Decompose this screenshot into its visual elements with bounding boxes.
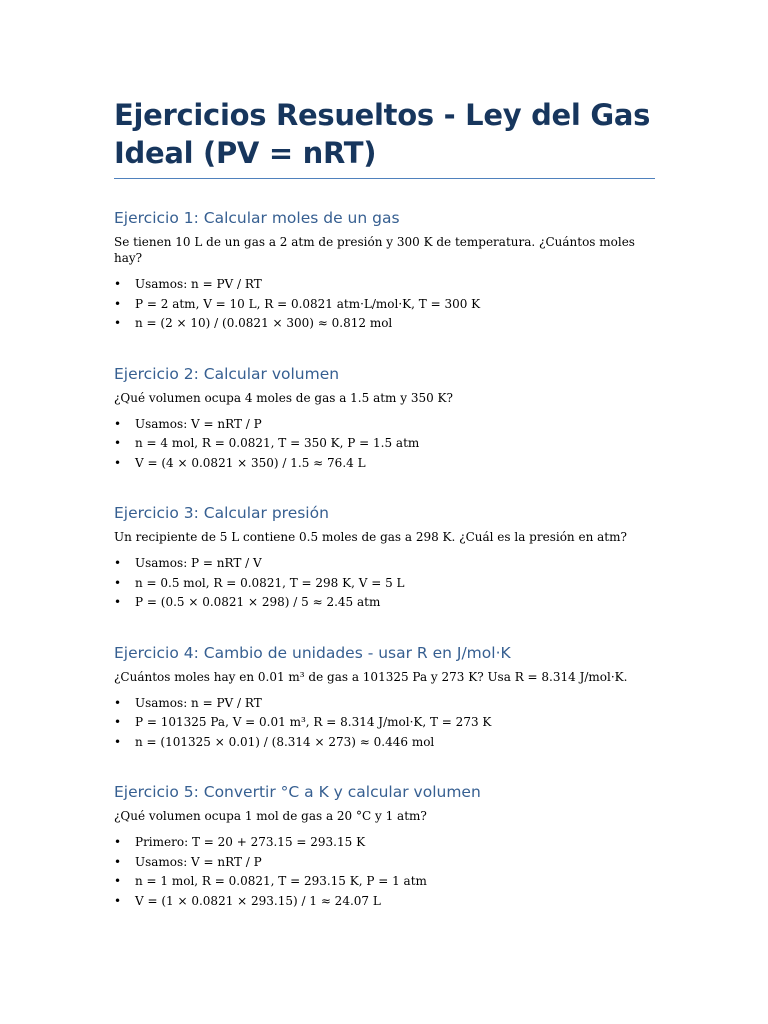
bullet-icon: • xyxy=(114,277,122,291)
bullet-icon: • xyxy=(114,893,122,908)
bullet-icon: • xyxy=(114,436,122,450)
solution-steps xyxy=(114,554,655,613)
document-page xyxy=(114,96,655,911)
bullet-icon: • xyxy=(114,296,122,311)
document-title: Ejercicios Resueltos - Ley del Gas Ideal (PV = nRT) xyxy=(114,96,655,179)
solution-step-text: Primero: T = 20 + 273.15 = 293.15 K xyxy=(135,835,366,849)
solution-step xyxy=(114,733,655,753)
bullet-icon: • xyxy=(114,874,122,888)
solution-step-text: n = 0.5 mol, R = 0.0821, T = 298 K, V = 5 L xyxy=(135,575,405,590)
exercise-3 xyxy=(114,503,655,613)
solution-steps xyxy=(114,833,655,911)
solution-step xyxy=(114,295,655,315)
exercise-question: ¿Cuántos moles hay en 0.01 m³ de gas a 101325 Pa y 273 K? Usa R = 8.314 J/mol·K. xyxy=(114,669,628,684)
exercise-heading: Ejercicio 5: Convertir °C a K y calcular volumen xyxy=(114,783,481,801)
exercise-question: ¿Qué volumen ocupa 4 moles de gas a 1.5 atm y 350 K? xyxy=(114,390,453,405)
solution-step-text: Usamos: V = nRT / P xyxy=(135,416,262,431)
solution-step xyxy=(114,454,655,474)
bullet-icon: • xyxy=(114,854,122,869)
solution-step xyxy=(114,892,655,912)
solution-step xyxy=(114,415,655,435)
exercise-question: Un recipiente de 5 L contiene 0.5 moles de gas a 298 K. ¿Cuál es la presión en atm? xyxy=(114,530,627,544)
solution-step-text: V = (1 × 0.0821 × 293.15) / 1 ≈ 24.07 L xyxy=(135,893,381,908)
solution-step xyxy=(114,574,655,594)
solution-step-text: Usamos: n = PV / RT xyxy=(135,695,262,710)
solution-steps xyxy=(114,275,655,334)
solution-step xyxy=(114,872,655,892)
bullet-icon: • xyxy=(114,595,122,609)
solution-step-text: V = (4 × 0.0821 × 350) / 1.5 ≈ 76.4 L xyxy=(135,455,366,470)
bullet-icon: • xyxy=(114,835,122,849)
bullet-icon: • xyxy=(114,316,122,330)
solution-step-text: n = 1 mol, R = 0.0821, T = 293.15 K, P = 1 atm xyxy=(135,874,427,888)
exercise-heading: Ejercicio 1: Calcular moles de un gas xyxy=(114,209,400,227)
solution-step-text: n = (101325 × 0.01) / (8.314 × 273) ≈ 0.446 mol xyxy=(135,734,435,749)
solution-step xyxy=(114,554,655,574)
bullet-icon: • xyxy=(114,455,122,470)
exercise-heading: Ejercicio 3: Calcular presión xyxy=(114,504,329,522)
solution-step-text: Usamos: P = nRT / V xyxy=(135,556,262,570)
solution-step xyxy=(114,833,655,853)
bullet-icon: • xyxy=(114,734,122,749)
exercise-2 xyxy=(114,364,655,474)
solution-step xyxy=(114,713,655,733)
bullet-icon: • xyxy=(114,575,122,590)
bullet-icon: • xyxy=(114,695,122,710)
solution-steps xyxy=(114,694,655,753)
exercise-5 xyxy=(114,782,655,911)
solution-step-text: n = 4 mol, R = 0.0821, T = 350 K, P = 1.5 atm xyxy=(135,436,420,450)
solution-step-text: P = 101325 Pa, V = 0.01 m³, R = 8.314 J/mol·K, T = 273 K xyxy=(135,715,492,729)
exercise-1 xyxy=(114,208,655,334)
solution-step-text: Usamos: n = PV / RT xyxy=(135,277,262,291)
solution-step xyxy=(114,275,655,295)
solution-step xyxy=(114,593,655,613)
solution-step-text: P = (0.5 × 0.0821 × 298) / 5 ≈ 2.45 atm xyxy=(135,595,381,609)
exercise-list xyxy=(114,208,655,911)
solution-steps xyxy=(114,415,655,474)
bullet-icon: • xyxy=(114,416,122,431)
exercise-4 xyxy=(114,643,655,753)
solution-step xyxy=(114,853,655,873)
solution-step xyxy=(114,434,655,454)
exercise-question: Se tienen 10 L de un gas a 2 atm de presión y 300 K de temperatura. ¿Cuántos moles hay? xyxy=(114,235,635,265)
solution-step xyxy=(114,314,655,334)
solution-step-text: Usamos: V = nRT / P xyxy=(135,854,262,869)
exercise-heading: Ejercicio 4: Cambio de unidades - usar R en J/mol·K xyxy=(114,643,511,662)
solution-step-text: P = 2 atm, V = 10 L, R = 0.0821 atm·L/mol·K, T = 300 K xyxy=(135,296,481,311)
exercise-question: ¿Qué volumen ocupa 1 mol de gas a 20 °C y 1 atm? xyxy=(114,809,427,823)
exercise-heading: Ejercicio 2: Calcular volumen xyxy=(114,364,340,383)
solution-step xyxy=(114,694,655,714)
solution-step-text: n = (2 × 10) / (0.0821 × 300) ≈ 0.812 mol xyxy=(135,316,393,330)
bullet-icon: • xyxy=(114,556,122,570)
bullet-icon: • xyxy=(114,715,122,729)
